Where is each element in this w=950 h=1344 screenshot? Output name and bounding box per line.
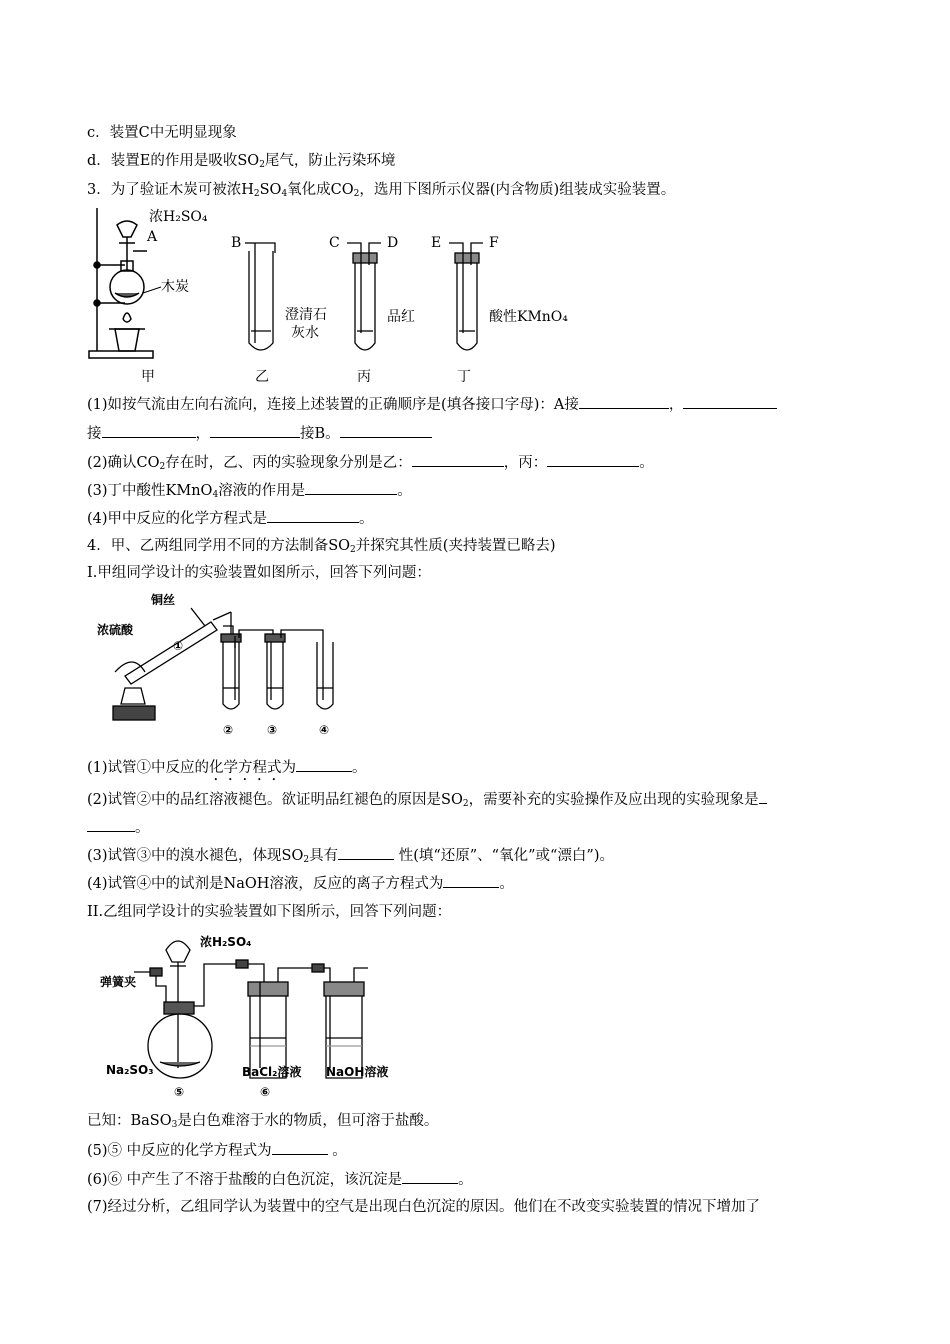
answer-blank[interactable] xyxy=(305,480,397,495)
label-fuchsin: 品红 xyxy=(387,309,415,325)
i-part3: (3)试管③中的溴水褪色，体现$SO_2$具有 性(填“还原”、“氧化”或“漂白”)。 xyxy=(87,845,614,870)
option-c: c．装置C中无明显现象 xyxy=(87,125,237,141)
label-num-5: ⑤ xyxy=(174,1085,185,1099)
answer-blank[interactable] xyxy=(338,845,394,860)
part-II-heading: II.乙组同学设计的实验装置如下图所示，回答下列问题： xyxy=(87,904,452,920)
answer-blank[interactable] xyxy=(402,1169,458,1184)
question-4-stem: 4．甲、乙两组同学用不同的方法制备$SO_2$并探究其性质(夹持装置已略去) xyxy=(87,538,556,555)
apparatus-figure-2 xyxy=(95,592,365,742)
apparatus-figure-1 xyxy=(85,203,605,388)
label-E: E xyxy=(431,235,442,251)
label-F: F xyxy=(489,235,499,251)
i-part4: (4)试管④中的试剂是NaOH溶液，反应的离子方程式为 。 xyxy=(87,873,514,894)
reaction-tube-setup xyxy=(113,608,333,720)
i-part2-cont: 。 xyxy=(87,817,150,838)
flask-setup xyxy=(134,941,368,1078)
label-kmno4: 酸性KMnO₄ xyxy=(489,309,568,325)
label-tube-4: ④ xyxy=(319,723,330,737)
i-part2: (2)试管②中的品红溶液褪色。欲证明品红褪色的原因是$SO_2$，需要补充的实验操作及应出现的实验现象是 xyxy=(87,789,767,814)
label-na2so3: Na₂SO₃ xyxy=(106,1063,154,1077)
ii-part5: (5)⑤ 中反应的化学方程式为 。 xyxy=(87,1140,347,1161)
answer-blank[interactable] xyxy=(759,789,767,804)
tube-bing xyxy=(347,243,381,350)
label-num-6: ⑥ xyxy=(260,1085,271,1099)
answer-blank[interactable] xyxy=(296,757,352,772)
label-tube-1: ① xyxy=(173,639,184,653)
label-B: B xyxy=(231,235,242,251)
label-spring-clamp: 弹簧夹 xyxy=(100,975,137,989)
ii-part7: (7)经过分析，乙组同学认为装置中的空气是出现白色沉淀的原因。他们在不改变实验装置的情况下增加了 xyxy=(87,1199,761,1215)
label-tube-2: ② xyxy=(223,723,234,737)
label-conc-acid: 浓H₂SO₄ xyxy=(149,209,208,225)
label-limewater-2: 灰水 xyxy=(291,325,319,341)
answer-blank[interactable] xyxy=(547,452,639,467)
answer-blank[interactable] xyxy=(210,423,300,438)
iron-stand xyxy=(89,208,153,358)
label-conc-sulfuric: 浓硫酸 xyxy=(97,623,134,637)
answer-blank[interactable] xyxy=(443,873,499,888)
q3-part2: (2)确认$CO_2$存在时，乙、丙的实验现象分别是乙： ，丙： 。 xyxy=(87,452,654,477)
i-part1: (1)试管①中反应的化学方程式为 。 xyxy=(87,757,367,784)
tube-ding xyxy=(449,243,483,350)
known-info: 已知：BaSO$_3$是白色难溶于水的物质，但可溶于盐酸。 xyxy=(87,1113,439,1130)
q3-part1-line2: 接 ， 接B。 xyxy=(87,423,432,444)
answer-blank[interactable] xyxy=(579,394,669,409)
answer-blank[interactable] xyxy=(267,508,359,523)
apparatus-figure-3 xyxy=(100,928,410,1103)
label-jia: 甲 xyxy=(141,369,155,385)
label-bacl2: BaCl₂溶液 xyxy=(242,1065,302,1079)
label-limewater-1: 澄清石 xyxy=(285,307,327,323)
q3-part4: (4)甲中反应的化学方程式是 。 xyxy=(87,508,374,529)
label-tube-3: ③ xyxy=(267,723,278,737)
label-conc-h2so4: 浓H₂SO₄ xyxy=(200,935,252,949)
question-3-stem: 3．为了验证木炭可被浓$H_2SO_4$氧化成$CO_2$，选用下图所示仪器(内含物质)组装成实验装置。 xyxy=(87,182,676,199)
label-yi: 乙 xyxy=(255,369,269,385)
q3-part1-line1: (1)如按气流由左向右流向，连接上述装置的正确顺序是(填各接口字母)：A接 ， xyxy=(87,394,777,415)
answer-blank[interactable] xyxy=(87,817,135,832)
answer-blank[interactable] xyxy=(102,423,196,438)
label-naoh: NaOH溶液 xyxy=(326,1065,389,1079)
answer-blank[interactable] xyxy=(340,423,432,438)
option-d: d．装置E的作用是吸收$SO_2$尾气，防止污染环境 xyxy=(87,153,396,170)
label-copper-wire: 铜丝 xyxy=(151,593,176,607)
label-C: C xyxy=(329,235,340,251)
ii-part6: (6)⑥ 中产生了不溶于盐酸的白色沉淀，该沉淀是 。 xyxy=(87,1169,473,1190)
label-D: D xyxy=(387,235,399,251)
label-charcoal: 木炭 xyxy=(161,279,189,295)
tube-yi xyxy=(245,243,275,350)
answer-blank[interactable] xyxy=(412,452,504,467)
label-A: A xyxy=(147,229,158,245)
q3-part3: (3)丁中酸性KMnO$_4$溶液的作用是 。 xyxy=(87,480,412,505)
label-ding: 丁 xyxy=(457,369,471,385)
answer-blank[interactable] xyxy=(272,1140,328,1155)
part-I-heading: I.甲组同学设计的实验装置如图所示，回答下列问题： xyxy=(87,565,431,581)
answer-blank[interactable] xyxy=(683,394,777,409)
label-bing: 丙 xyxy=(357,369,371,385)
